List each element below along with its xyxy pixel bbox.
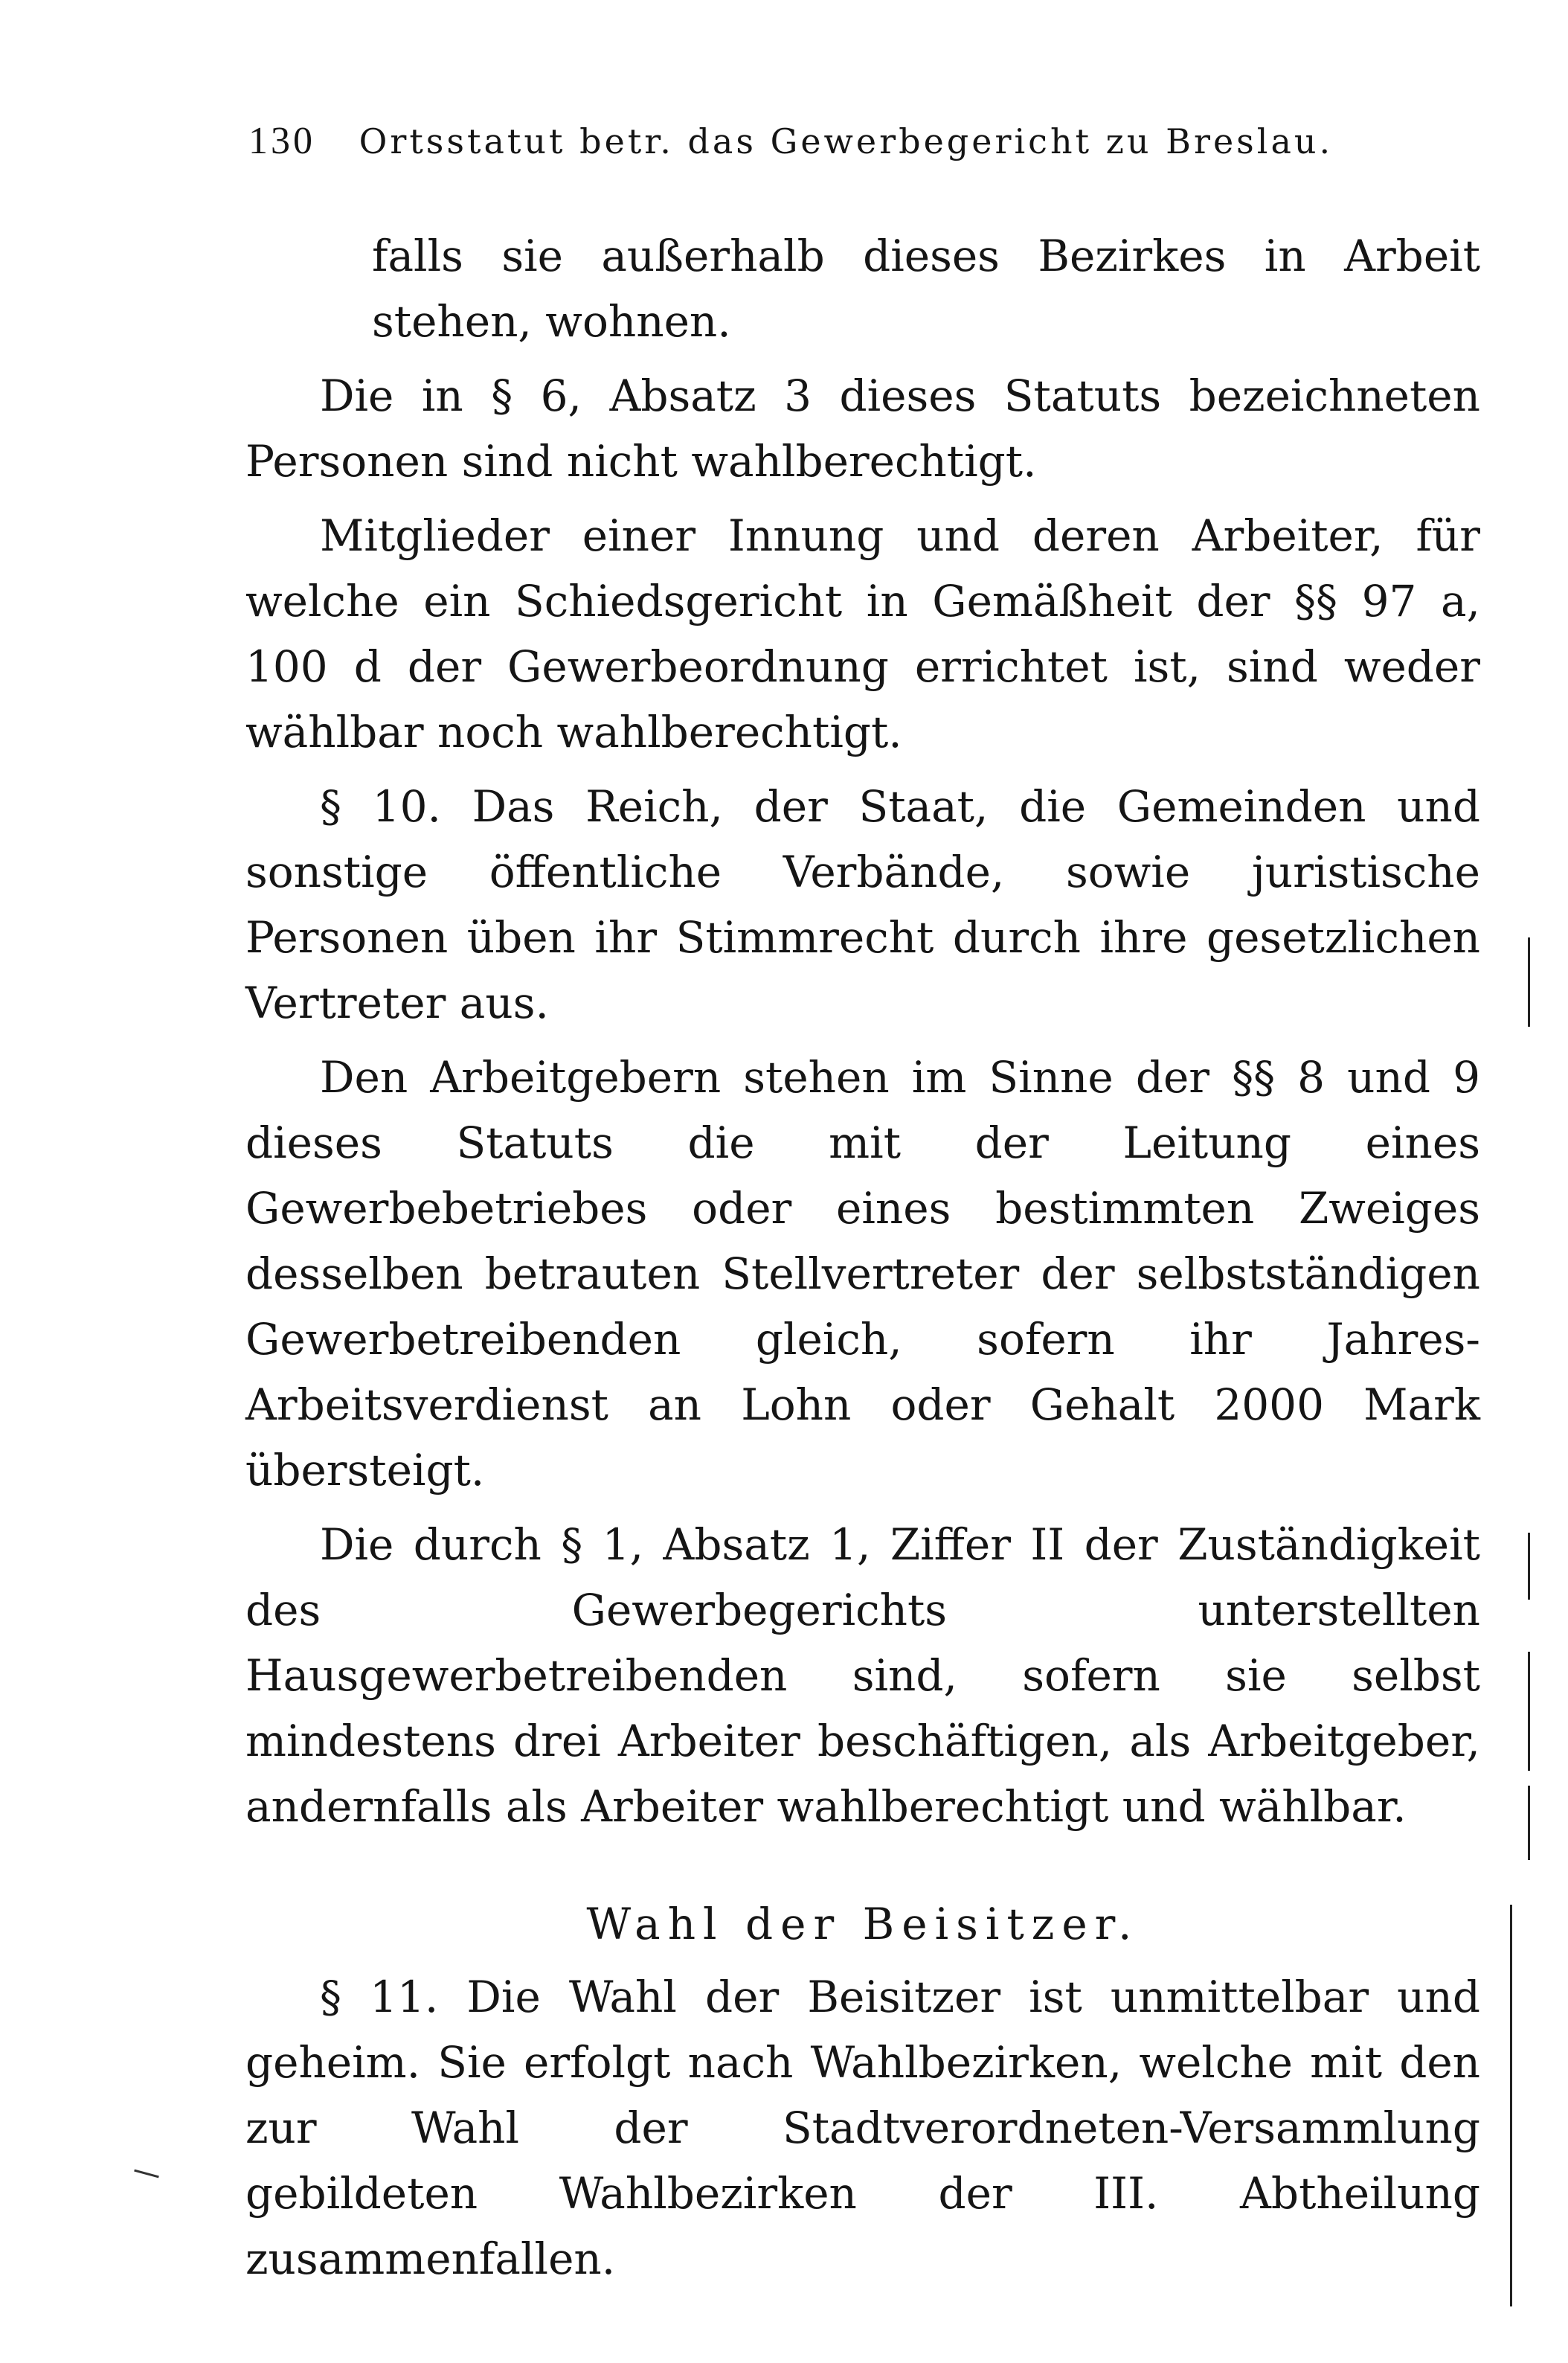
scan-edge-line (1528, 937, 1530, 1027)
paragraph: Die durch § 1, Absatz 1, Ziffer II der Zuständigkeit des Gewerbegerichts unterstellten Hausgewerbetreibenden sind, sofern sie selbst mindestens drei Arbeiter beschäftigen, als Arbeitgeber, andernfalls als Arbeiter wahlberechtigt und wählbar. (245, 1519, 1480, 1832)
page-number: 130 (248, 120, 315, 162)
paragraph-continuation: falls sie außerhalb dieses Bezirkes in Arbeit stehen, wohnen. (372, 231, 1480, 347)
paragraph: Den Arbeitgebern stehen im Sinne der §§ 8 und 9 dieses Statuts die mit der Leitung eines Gewerbebetriebes oder eines bestimmten Zweiges desselben betrauten Stellvertreter der selbstständigen Gewerbetreibenden gleich, sofern ihr Jahres-Arbeitsverdienst an Lohn oder Gehalt 2000 Mark übersteigt. (245, 1052, 1480, 1495)
running-title: Ortsstatut betr. das Gewerbegericht zu Breslau. (359, 121, 1334, 161)
scan-edge-line (1528, 1652, 1530, 1771)
scan-speck (134, 2170, 159, 2178)
paragraph-section-10: § 10. Das Reich, der Staat, die Gemeinden und sonstige öffentliche Verbände, sowie juristische Personen üben ihr Stimmrecht durch ihre gesetzlichen Vertreter aus. (245, 781, 1480, 1028)
scan-edge-line (1510, 1905, 1512, 2306)
body-text (245, 223, 1480, 2301)
paragraph: Die in § 6, Absatz 3 dieses Statuts bezeichneten Personen sind nicht wahlberechtigt. (245, 371, 1480, 487)
paragraph-section-11: § 11. Die Wahl der Beisitzer ist unmittelbar und geheim. Sie erfolgt nach Wahlbezirken, welche mit den zur Wahl der Stadtverordneten-Versammlung gebildeten Wahlbezirken der III. Abtheilung zusammenfallen. (245, 1972, 1480, 2284)
paragraph: Mitglieder einer Innung und deren Arbeiter, für welche ein Schiedsgericht in Gemäßheit der §§ 97 a, 100 d der Gewerbeordnung errichtet ist, sind weder wählbar noch wahlberechtigt. (245, 510, 1480, 757)
running-header (248, 119, 1333, 163)
scan-edge-line (1528, 1533, 1530, 1600)
section-heading: Wahl der Beisitzer. (586, 1899, 1140, 1949)
scan-edge-line (1528, 1786, 1530, 1860)
